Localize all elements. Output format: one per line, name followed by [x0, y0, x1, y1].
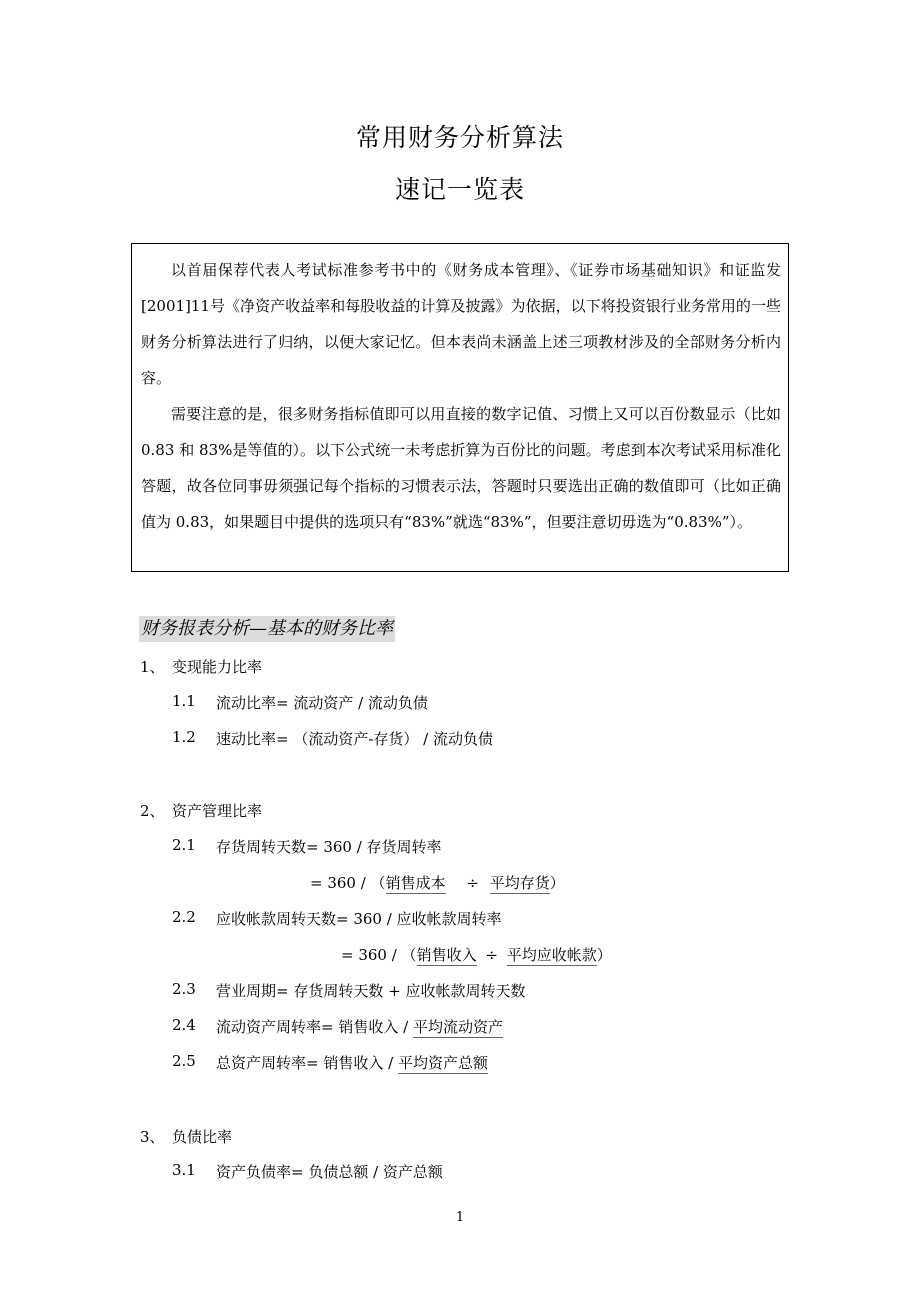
- item-number: 2.3: [172, 980, 196, 998]
- formula-inventory-days: 存货周转天数= 360 / 存货周转率: [216, 838, 442, 856]
- document-title-line1: 常用财务分析算法: [355, 123, 564, 152]
- formula-prefix: = 360 / （: [310, 874, 386, 892]
- group-2-title: 资产管理比率: [172, 802, 263, 820]
- item-number: 2.2: [172, 908, 196, 926]
- item-number: 3.1: [172, 1161, 196, 1179]
- formula-prefix: = 360 / （: [341, 946, 417, 964]
- formula-current-asset-turnover: [216, 1016, 503, 1037]
- underlined-term: 平均流动资产: [412, 1018, 503, 1036]
- underlined-term: 销售收入: [416, 946, 477, 964]
- group-2-number: 2、: [140, 802, 165, 820]
- formula-operating-cycle: 营业周期= 存货周转天数 + 应收帐款周转天数: [216, 982, 526, 1000]
- underlined-term: 平均资产总额: [397, 1054, 488, 1072]
- formula-inventory-days-continuation: [310, 872, 565, 893]
- underlined-term: 销售成本: [385, 874, 446, 892]
- item-number: 1.1: [172, 692, 196, 710]
- section-heading: 财务报表分析—基本的财务比率: [139, 616, 395, 642]
- divide-operator: ÷: [466, 874, 479, 892]
- item-number: 2.4: [172, 1016, 196, 1034]
- formula-current-ratio: 流动比率= 流动资产 / 流动负债: [216, 694, 428, 712]
- intro-paragraph-1: 以首届保荐代表人考试标准参考书中的《财务成本管理》、《证券市场基础知识》和证监发[2001]11号《净资产收益率和每股收益的计算及披露》为依据，以下将投资银行业务常用的一些财务分析算法进行了归纳，以便大家记忆。但本表尚未涵盖上述三项教材涉及的全部财务分析内容。: [141, 261, 781, 387]
- page-number: 1: [455, 1210, 465, 1225]
- formula-suffix: ）: [596, 946, 612, 964]
- group-1-title: 变现能力比率: [172, 658, 263, 676]
- formula-suffix: ）: [549, 874, 565, 892]
- formula-receivable-days-continuation: [341, 944, 612, 965]
- divide-operator: ÷: [485, 946, 498, 964]
- formula-receivable-days: 应收帐款周转天数= 360 / 应收帐款周转率: [216, 910, 502, 928]
- item-number: 1.2: [172, 728, 196, 746]
- formula-debt-ratio: 资产负债率= 负债总额 / 资产总额: [216, 1163, 443, 1181]
- underlined-term: 平均应收帐款: [506, 946, 597, 964]
- underlined-term: 平均存货: [489, 874, 550, 892]
- group-3-title: 负债比率: [172, 1128, 233, 1146]
- formula-total-asset-turnover: [216, 1052, 488, 1073]
- formula-text: 流动资产周转率= 销售收入 /: [216, 1018, 413, 1036]
- item-number: 2.1: [172, 836, 196, 854]
- intro-box: [131, 243, 789, 572]
- formula-quick-ratio: 速动比率= （流动资产-存货） / 流动负债: [216, 730, 493, 748]
- intro-paragraph-2: 需要注意的是，很多财务指标值即可以用直接的数字记值、习惯上又可以百份数显示（比如 0.83 和 83%是等值的）。以下公式统一未考虑折算为百份比的问题。考虑到本次考试采用标准化答题，故各位同事毋须强记每个指标的习惯表示法，答题时只要选出正确的数值即可（比如正确值为 0.83，如果题目中提供的选项只有“83%”就选“83%”，但要注意切毋选为“0.83%”）。: [141, 405, 781, 531]
- item-number: 2.5: [172, 1052, 196, 1070]
- formula-text: 总资产周转率= 销售收入 /: [216, 1054, 398, 1072]
- group-1-number: 1、: [140, 658, 165, 676]
- document-title-line2: 速记一览表: [394, 175, 525, 204]
- group-3-number: 3、: [140, 1128, 165, 1146]
